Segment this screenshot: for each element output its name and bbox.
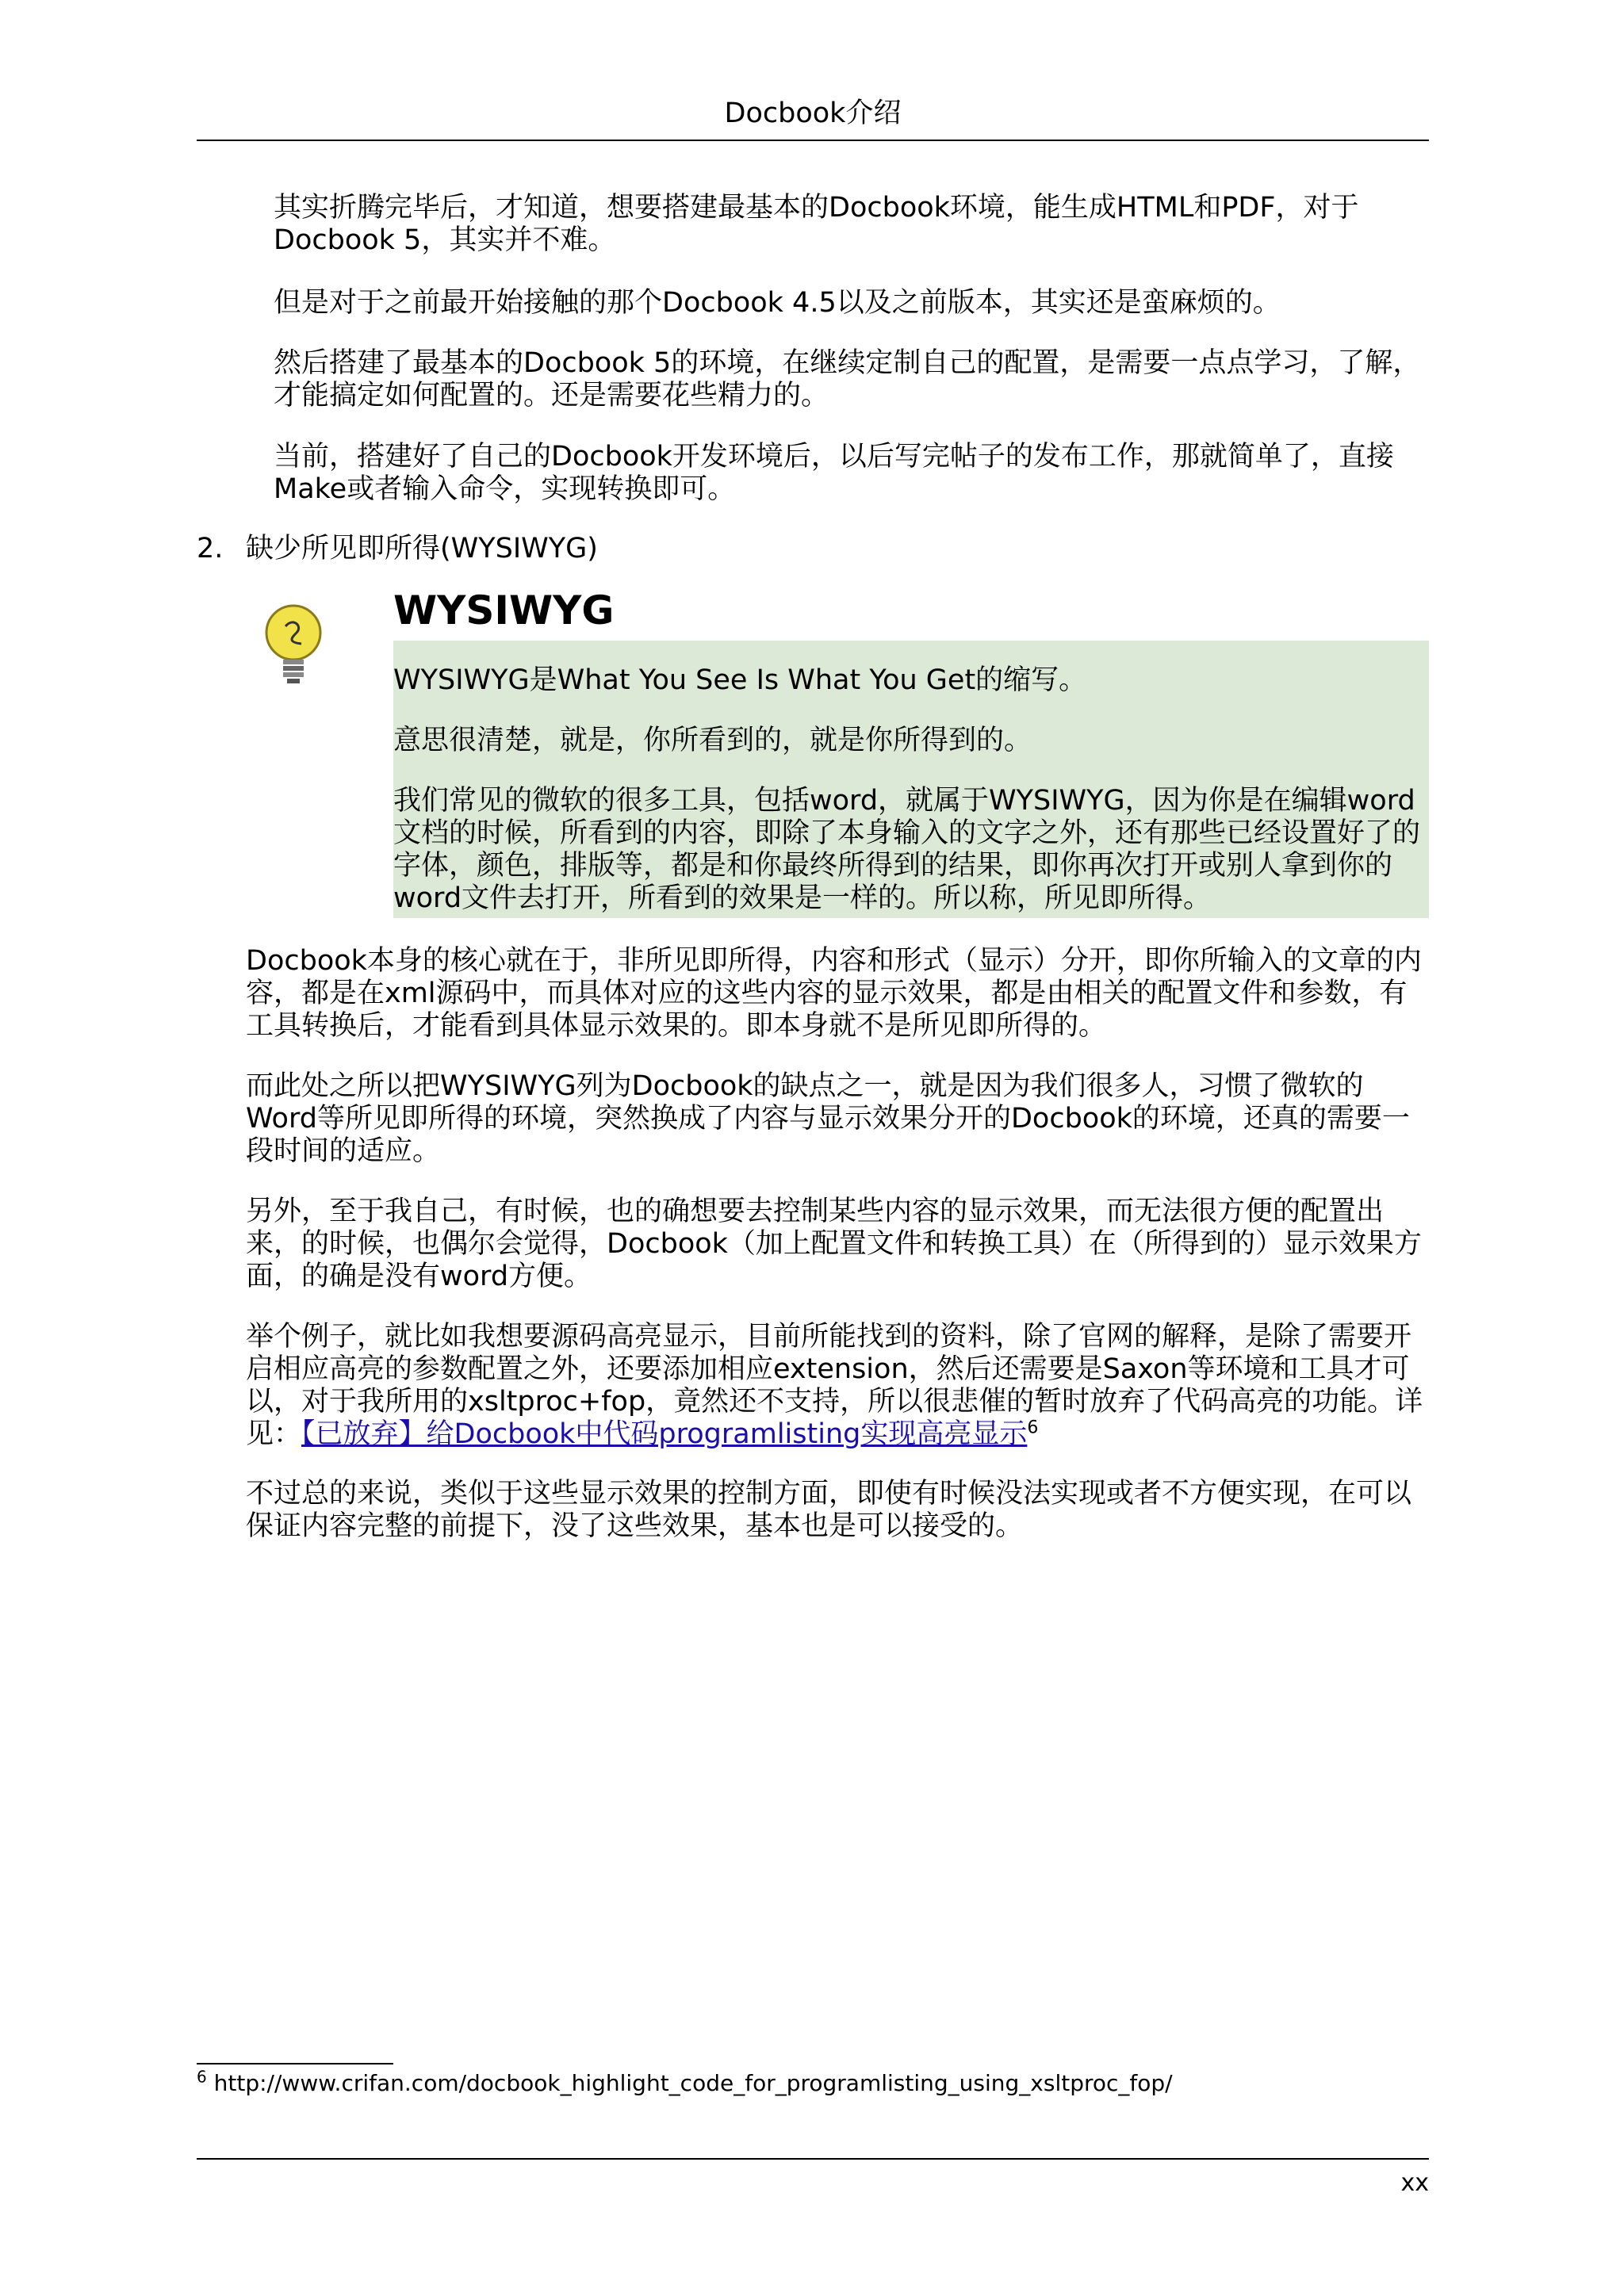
page-number: xx xyxy=(1400,2169,1429,2197)
final-paragraph: 不过总的来说，类似于这些显示效果的控制方面，即使有时候没法实现或者不方便实现，在可以保证内容完整的前提下，没了这些效果，基本也是可以接受的。 xyxy=(246,1478,1412,1542)
footnote-divider xyxy=(197,2063,393,2064)
footnote-ref[interactable]: 6 xyxy=(1027,1418,1039,1438)
example-paragraph-text: 举个例子，就比如我想要源码高亮显示，目前所能找到的资料，除了官网的解释，是除了需要开启相应高亮的参数配置之外，还要添加相应extension，然后还需要是Saxon等环境和工具才可以，对于我所用的xsltproc+fop，竟然还不支持，所以很悲催的暂时放弃了代码高亮的功能。详见： xyxy=(246,1321,1423,1450)
tip-paragraph-2: 意思很清楚，就是，你所看到的，就是你所得到的。 xyxy=(393,725,1032,756)
list-item-number: 2. xyxy=(197,533,224,564)
body-paragraph-1: Docbook本身的核心就在于，非所见即所得，内容和形式（显示）分开，即你所输入的文章的内容，都是在xml源码中，而具体对应的这些内容的显示效果，都是由相关的配置文件和参数，有工具转换后，才能看到具体显示效果的。即本身就不是所见即所得的。 xyxy=(246,945,1422,1042)
footnote-number: 6 xyxy=(197,2067,207,2087)
intro-paragraph-1: 其实折腾完毕后，才知道，想要搭建最基本的Docbook环境，能生成HTML和PDF，对于Docbook 5，其实并不难。 xyxy=(274,192,1359,256)
footnote xyxy=(197,2068,1173,2099)
intro-paragraph-2: 但是对于之前最开始接触的那个Docbook 4.5以及之前版本，其实还是蛮麻烦的。 xyxy=(274,287,1281,319)
footer-divider xyxy=(197,2158,1429,2160)
intro-paragraph-3: 然后搭建了最基本的Docbook 5的环境，在继续定制自己的配置，是需要一点点学习，了解，才能搞定如何配置的。还是需要花些精力的。 xyxy=(274,347,1421,411)
footnote-url[interactable]: http://www.crifan.com/docbook_highlight_code_for_programlisting_using_xsltproc_fop/ xyxy=(213,2070,1173,2096)
body-paragraph-3: 另外，至于我自己，有时候，也的确想要去控制某些内容的显示效果，而无法很方便的配置出来，的时候，也偶尔会觉得，Docbook（加上配置文件和转换工具）在（所得到的）显示效果方面，的确是没有word方便。 xyxy=(246,1196,1422,1292)
lightbulb-icon xyxy=(262,603,325,690)
tip-paragraph-3: 我们常见的微软的很多工具，包括word，就属于WYSIWYG，因为你是在编辑word文档的时候，所看到的内容，即除了本身输入的文字之外，还有那些已经设置好了的字体，颜色，排版等，都是和你最终所得到的结果，即你再次打开或别人拿到你的word文件去打开，所看到的效果是一样的。所以称，所见即所得。 xyxy=(393,785,1421,914)
highlight-code-link[interactable]: 【已放弃】给Docbook中代码programlisting实现高亮显示 xyxy=(301,1418,1028,1450)
example-paragraph xyxy=(246,1321,1431,1451)
tip-title: WYSIWYG xyxy=(393,587,615,633)
list-item-text: 缺少所见即所得(WYSIWYG) xyxy=(246,533,598,564)
tip-paragraph-1: WYSIWYG是What You See Is What You Get的缩写。 xyxy=(393,664,1087,696)
page-header xyxy=(197,94,1429,141)
intro-paragraph-4: 当前，搭建好了自己的Docbook开发环境后，以后写完帖子的发布工作，那就简单了，直接Make或者输入命令，实现转换即可。 xyxy=(274,441,1394,505)
body-paragraph-2: 而此处之所以把WYSIWYG列为Docbook的缺点之一，就是因为我们很多人，习惯了微软的Word等所见即所得的环境，突然换成了内容与显示效果分开的Docbook的环境，还真的需要一段时间的适应。 xyxy=(246,1070,1410,1167)
page-header-title: Docbook介绍 xyxy=(724,98,902,129)
